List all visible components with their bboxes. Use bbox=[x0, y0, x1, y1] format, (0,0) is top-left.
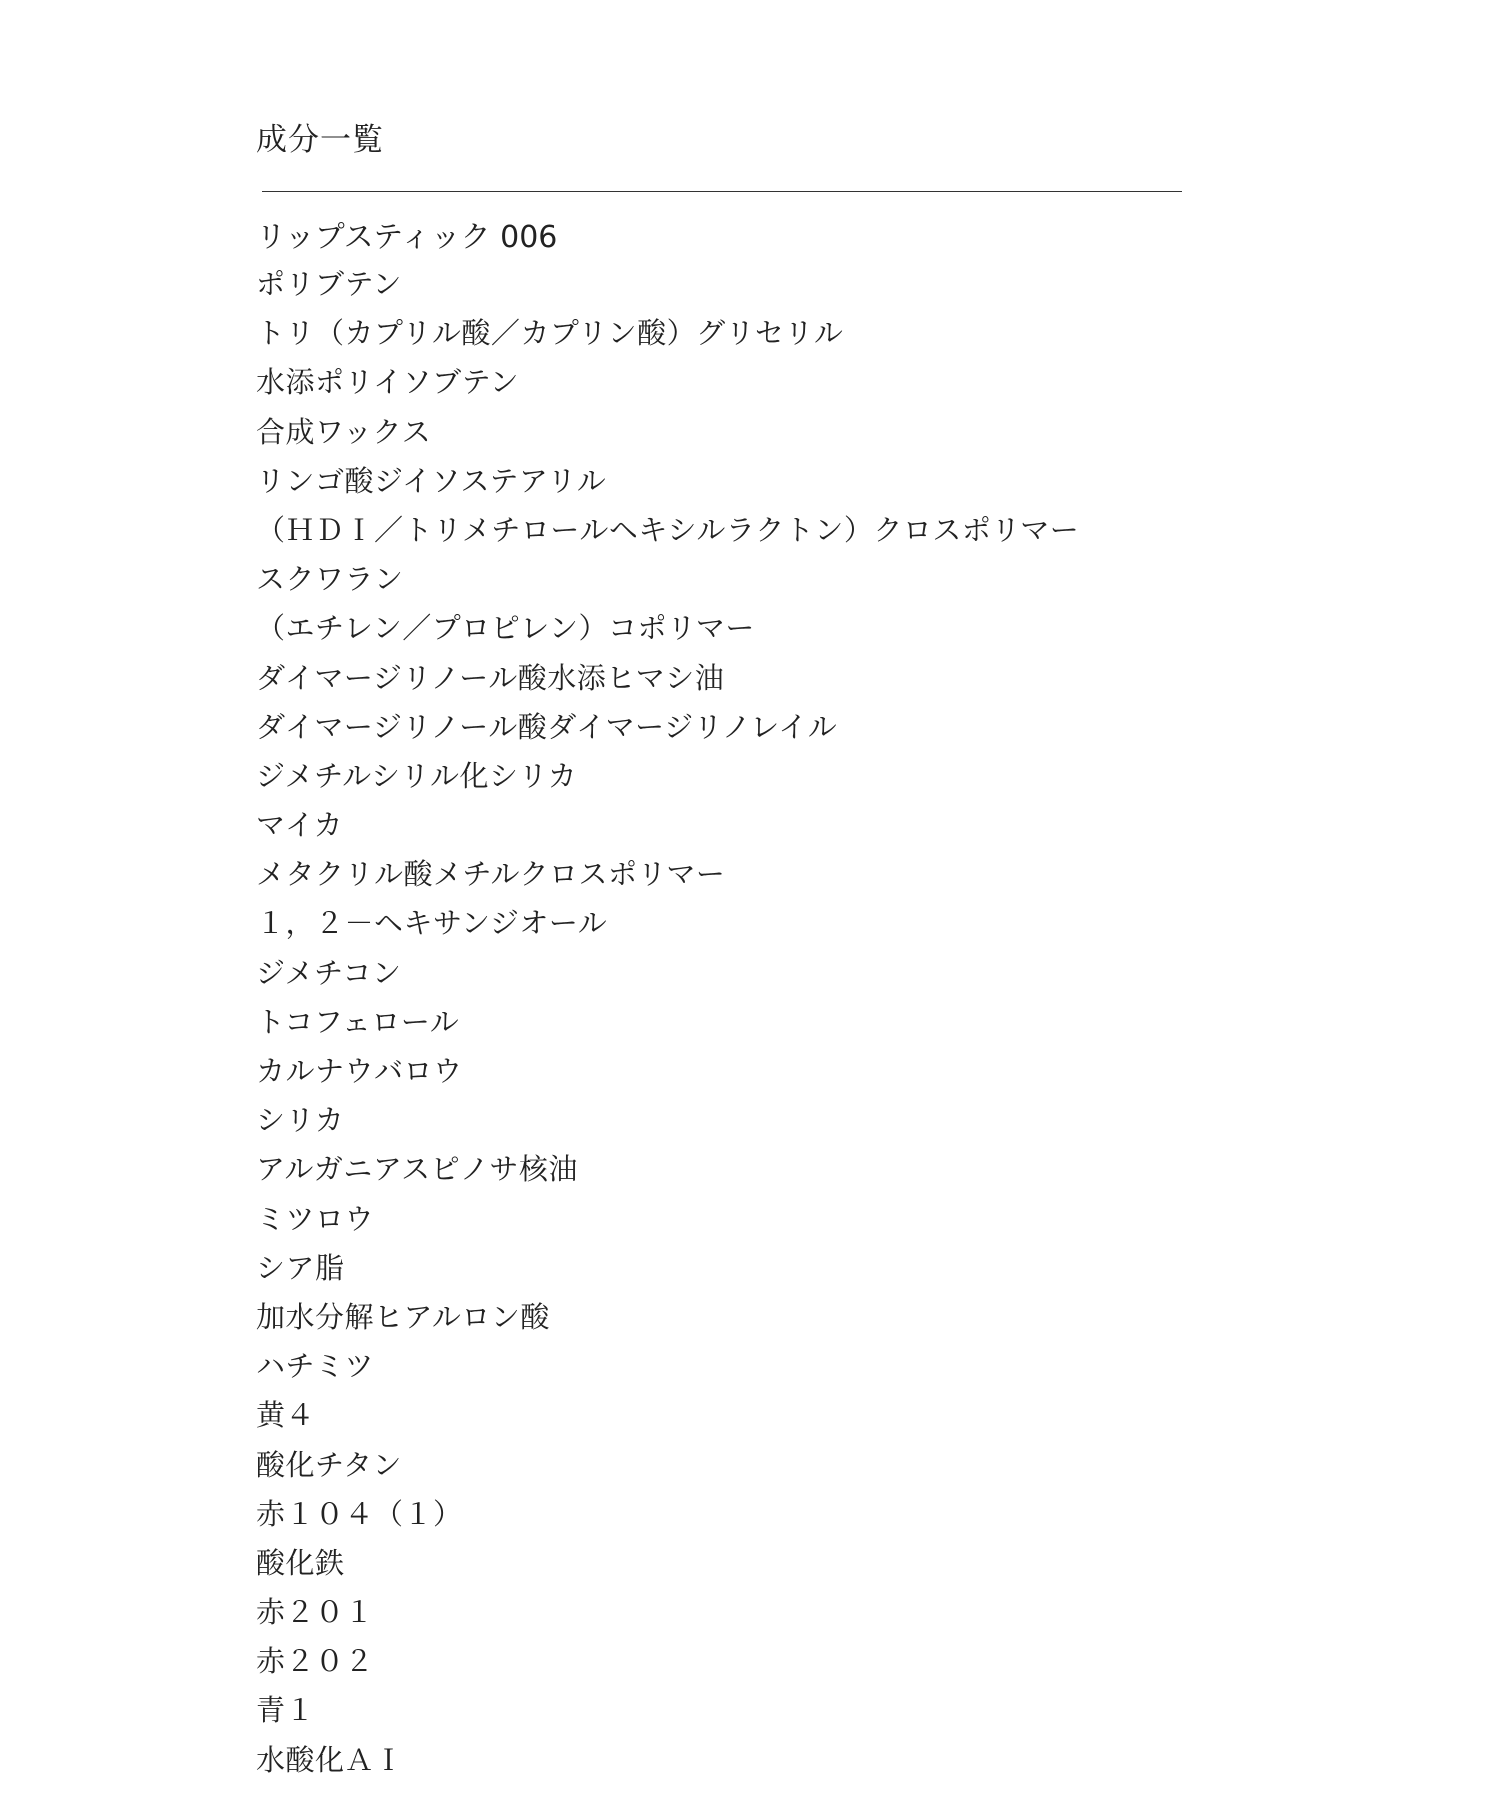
ingredient-list bbox=[256, 260, 1182, 1785]
ingredient-item: トリ（カプリル酸／カプリン酸）グリセリル bbox=[256, 316, 844, 351]
ingredient-item: マイカ bbox=[256, 808, 344, 843]
product-name: リップスティック 006 bbox=[256, 220, 558, 255]
ingredient-item: シア脂 bbox=[256, 1250, 345, 1285]
ingredient-item: シリカ bbox=[256, 1103, 345, 1138]
ingredient-item: アルガニアスピノサ核油 bbox=[256, 1152, 578, 1187]
section-title: 成分一覧 bbox=[256, 122, 384, 158]
ingredient-item: ポリブテン bbox=[256, 267, 403, 301]
ingredient-item: ダイマージリノール酸ダイマージリノレイル bbox=[256, 709, 838, 744]
ingredient-item: 赤２０２ bbox=[256, 1644, 375, 1679]
ingredient-item: 水酸化ＡＩ bbox=[256, 1742, 404, 1777]
ingredient-item: ダイマージリノール酸水添ヒマシ油 bbox=[256, 660, 725, 695]
ingredient-item: 合成ワックス bbox=[256, 414, 432, 449]
ingredient-item: リンゴ酸ジイソステアリル bbox=[256, 463, 607, 498]
ingredient-item: 青１ bbox=[256, 1693, 316, 1728]
ingredient-item: ジメチコン bbox=[256, 955, 402, 990]
ingredient-item: 赤２０１ bbox=[256, 1595, 375, 1630]
ingredient-item: ミツロウ bbox=[256, 1201, 375, 1236]
ingredient-item: ジメチルシリル化シリカ bbox=[256, 758, 578, 793]
ingredient-item: 酸化鉄 bbox=[256, 1545, 345, 1580]
ingredient-item: 加水分解ヒアルロン酸 bbox=[256, 1299, 550, 1334]
ingredients-document bbox=[256, 118, 1182, 1785]
ingredient-item: １，２－ヘキサンジオール bbox=[256, 906, 608, 941]
ingredient-item: 酸化チタン bbox=[256, 1447, 403, 1482]
ingredient-item: トコフェロール bbox=[256, 1004, 460, 1039]
ingredient-item: 黄４ bbox=[256, 1398, 316, 1433]
ingredient-item: （ＨＤＩ／トリメチロールヘキシルラクトン）クロスポリマー bbox=[256, 512, 1080, 547]
ingredient-item: 赤１０４（１） bbox=[256, 1496, 463, 1531]
ingredient-item: カルナウバロウ bbox=[256, 1054, 463, 1088]
ingredient-item: ハチミツ bbox=[256, 1349, 375, 1384]
title-divider bbox=[262, 191, 1182, 192]
ingredient-item: メタクリル酸メチルクロスポリマー bbox=[256, 857, 726, 892]
ingredient-item: （エチレン／プロピレン）コポリマー bbox=[256, 611, 755, 646]
ingredient-item: 水添ポリイソブテン bbox=[256, 365, 520, 400]
ingredient-item: スクワラン bbox=[256, 562, 404, 597]
